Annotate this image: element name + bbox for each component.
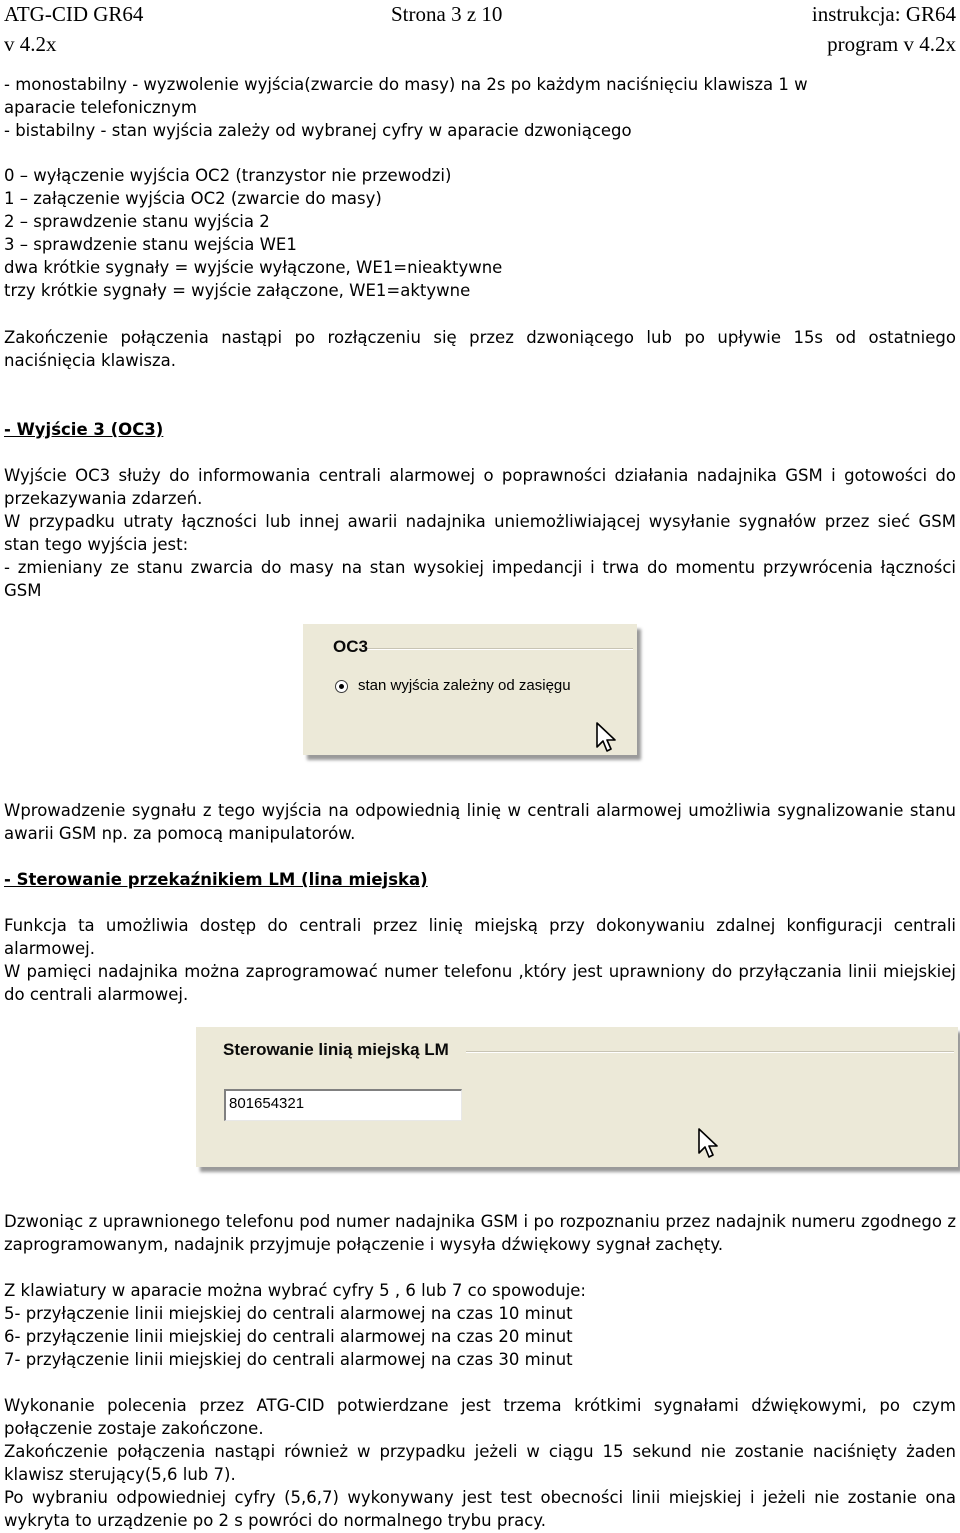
digit-item: 3 – sprawdzenie stanu wejścia WE1: [4, 235, 297, 254]
lm-paragraph-1: Funkcja ta umożliwia dostęp do centrali przez linię miejską przy dokonywaniu zdalnej konfiguracji centrali alarmowej.: [4, 916, 956, 958]
option-item: 7- przyłączenie linii miejskiej do centrali alarmowej na czas 30 minut: [4, 1350, 573, 1369]
header-program: program v 4.2x: [827, 32, 956, 56]
header-manual: instrukcja: GR64: [811, 2, 956, 26]
oc3-paragraph-1: Wyjście OC3 służy do informowania centrali alarmowej o poprawności działania nadajnika GSM i gotowości do przekazywania zdarzeń.: [4, 466, 956, 508]
lm-options-block: [4, 1279, 956, 1371]
groupbox-border: [363, 648, 633, 650]
option-item: 5- przyłączenie linii miejskiej do centrali alarmowej na czas 10 minut: [4, 1304, 573, 1323]
lm-group-title: Sterowanie linią miejską LM: [223, 1040, 449, 1059]
lm-settings-panel: [196, 1027, 958, 1167]
oc3-radio-button[interactable]: [335, 680, 348, 693]
lm-paragraph-5: Zakończenie połączenia nastąpi również w przypadku jeżeli w ciągu 15 sekund nie zostanie naciśnięty żaden klawisz sterujący(5,6 lub 7).: [4, 1442, 956, 1484]
mouse-pointer-icon: [697, 1128, 723, 1162]
oc3-paragraph-3: - zmieniany ze stanu zwarcia do masy na stan wysokiej impedancji i trwa do momentu przywrócenia łączności GSM: [4, 558, 956, 600]
lm-paragraph-3: Dzwoniąc z uprawnionego telefonu pod numer nadajnika GSM i po rozpoznaniu przez nadajnik numeru zgodnego z zaprogramowanym, nadajnik przyjmuje połączenie i wysyła dźwiękowy sygnał zachęty.: [4, 1212, 956, 1254]
monostable-line-2: aparacie telefonicznym: [4, 98, 197, 117]
lm-phone-number-input[interactable]: 801654321: [224, 1089, 462, 1121]
header-version: v 4.2x: [4, 32, 57, 56]
end-call-paragraph: Zakończenie połączenia nastąpi po rozłączeniu się przez dzwoniącego lub po upływie 15s od ostatniego naciśnięcia klawisza.: [4, 328, 956, 370]
option-item: 6- przyłączenie linii miejskiej do centrali alarmowej na czas 20 minut: [4, 1327, 573, 1346]
bistable-line: - bistabilny - stan wyjścia zależy od wybranej cyfry w aparacie dzwoniącego: [4, 121, 632, 140]
signal-item: dwa krótkie sygnały = wyjście wyłączone, WE1=nieaktywne: [4, 258, 503, 277]
digit-list: [4, 164, 956, 302]
oc3-settings-panel: [303, 624, 637, 755]
digit-item: 1 – załączenie wyjścia OC2 (zwarcie do masy): [4, 189, 382, 208]
oc3-group-title: OC3: [333, 637, 368, 656]
keypad-intro: Z klawiatury w aparacie można wybrać cyfry 5 , 6 lub 7 co spowoduje:: [4, 1281, 586, 1300]
digit-item: 2 – sprawdzenie stanu wyjścia 2: [4, 212, 270, 231]
lm-paragraph-2: W pamięci nadajnika można zaprogramować numer telefonu ,który jest uprawniony do przyłączania linii miejskiej do centrali alarmowej.: [4, 962, 956, 1004]
groupbox-border: [466, 1051, 954, 1053]
oc3-heading: - Wyjście 3 (OC3): [4, 420, 164, 439]
oc3-paragraph-4: Wprowadzenie sygnału z tego wyjścia na odpowiednią linię w centrali alarmowej umożliwia sygnalizowanie stanu awarii GSM np. za pomocą manipulatorów.: [4, 801, 956, 843]
header-product: ATG-CID GR64: [4, 2, 144, 26]
mouse-pointer-icon: [595, 722, 621, 756]
lm-heading: - Sterowanie przekaźnikiem LM (lina miejska): [4, 870, 428, 889]
digit-item: 0 – wyłączenie wyjścia OC2 (tranzystor nie przewodzi): [4, 166, 452, 185]
lm-paragraph-4: Wykonanie polecenia przez ATG-CID potwierdzane jest trzema krótkimi sygnałami dźwiękowymi, po czym połączenie zostaje zakończone.: [4, 1396, 956, 1438]
oc3-radio-label[interactable]: stan wyjścia zależny od zasięgu: [358, 677, 571, 694]
intro-block: [4, 73, 956, 142]
header-page-number: Strona 3 z 10: [391, 2, 503, 26]
lm-paragraph-6: Po wybraniu odpowiedniej cyfry (5,6,7) wykonywany jest test obecności linii miejskiej i jeżeli nie zostanie ona wykryta to urządzenie po 2 s powróci do normalnego trybu pracy.: [4, 1488, 956, 1530]
monostable-line-1: - monostabilny - wyzwolenie wyjścia(zwarcie do masy) na 2s po każdym naciśnięciu klawisza 1 w: [4, 75, 808, 94]
signal-item: trzy krótkie sygnały = wyjście załączone, WE1=aktywne: [4, 281, 471, 300]
oc3-paragraph-2: W przypadku utraty łączności lub innej awarii nadajnika uniemożliwiającej wysyłanie sygnałów przez sieć GSM stan tego wyjścia jest:: [4, 512, 956, 554]
